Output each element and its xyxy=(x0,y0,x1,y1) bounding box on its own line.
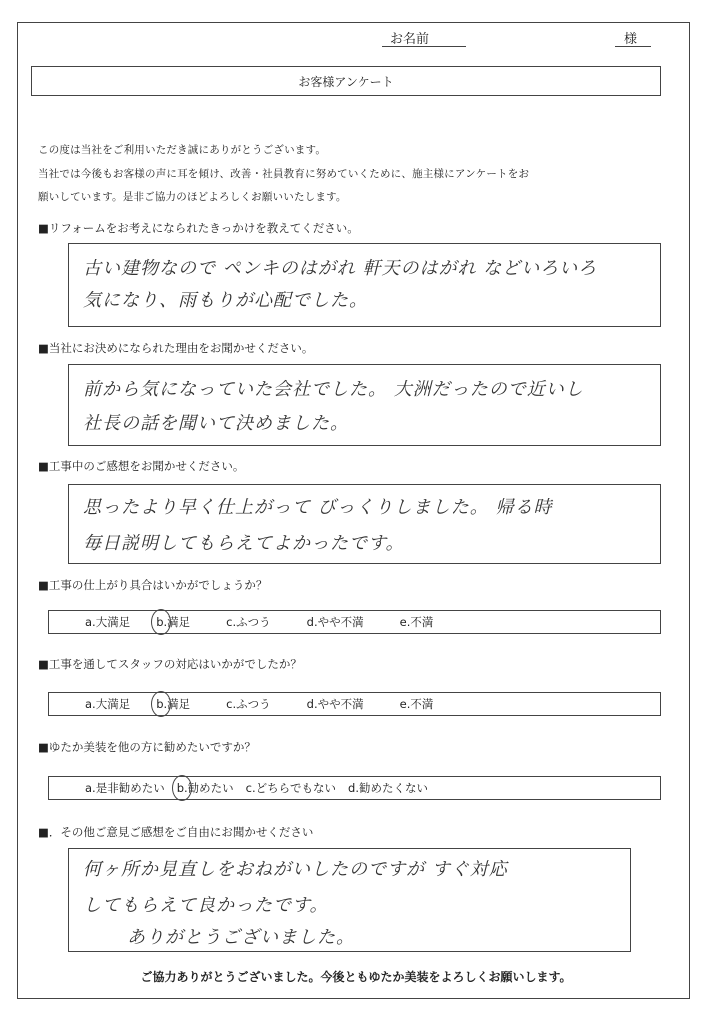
suffix-line xyxy=(615,46,651,47)
answer-7-line-1: 何ヶ所か見直しをおねがいしたのですが すぐ対応 xyxy=(83,859,508,880)
q5-option-c[interactable]: c.ふつう xyxy=(226,697,271,711)
survey-title-box xyxy=(31,66,661,96)
q4-option-d[interactable]: d.やや不満 xyxy=(306,615,364,629)
question-4-options xyxy=(48,610,661,634)
question-6-label: ■ゆたか美装を他の方に勧めたいですか？ xyxy=(38,740,256,754)
survey-title: お客様アンケート xyxy=(298,74,394,89)
question-5-options xyxy=(48,692,661,716)
question-3-label: ■工事中のご感想をお聞かせください。 xyxy=(38,459,245,473)
q4-option-a[interactable]: a.大満足 xyxy=(85,615,131,629)
answer-2-line-1: 前から気になっていた会社でした。 大洲だったので近いし xyxy=(83,379,584,400)
q4-option-c[interactable]: c.ふつう xyxy=(226,615,271,629)
intro-line-1: この度は当社をご利用いただき誠にありがとうございます。 xyxy=(38,144,327,156)
question-7-answer-box xyxy=(68,848,631,952)
honorific-suffix: 様 xyxy=(624,32,638,47)
name-field-line xyxy=(382,46,466,47)
q5-option-e[interactable]: e.不満 xyxy=(399,697,434,711)
answer-1-line-2: 気になり、雨もりが心配でした。 xyxy=(83,290,368,311)
q4-option-b-selected[interactable]: b.満足 xyxy=(156,615,191,629)
answer-7-line-3: ありがとうございました。 xyxy=(127,927,355,948)
intro-line-3: 願いしています。是非ご協力のほどよろしくお願いいたします。 xyxy=(38,191,347,203)
question-4-label: ■工事の仕上がり具合はいかがでしょうか？ xyxy=(38,578,268,592)
question-1-label: ■リフォームをお考えになられたきっかけを教えてください。 xyxy=(38,221,359,235)
question-7-label: ■．その他ご意見ご感想をご自由にお聞かせください xyxy=(38,825,314,839)
question-6-options xyxy=(48,776,661,800)
answer-2-line-2: 社長の話を聞いて決めました。 xyxy=(83,413,349,434)
q6-option-c[interactable]: c.どちらでもない xyxy=(245,781,337,795)
q4-option-e[interactable]: e.不満 xyxy=(399,615,434,629)
intro-line-2: 当社では今後もお客様の声に耳を傾け、改善・社員教育に努めていくために、施主様にアンケートをお xyxy=(38,168,530,180)
name-label: お名前 xyxy=(390,32,430,47)
q5-option-d[interactable]: d.やや不満 xyxy=(306,697,364,711)
answer-3-line-2: 毎日説明してもらえてよかったです。 xyxy=(83,533,405,554)
question-3-answer-box xyxy=(68,484,661,564)
answer-3-line-1: 思ったより早く仕上がって びっくりしました。 帰る時 xyxy=(83,497,553,518)
q5-option-a[interactable]: a.大満足 xyxy=(85,697,131,711)
q5-option-b-selected[interactable]: b.満足 xyxy=(156,697,191,711)
q6-option-a[interactable]: a.是非勧めたい xyxy=(85,781,165,795)
q6-option-d[interactable]: d.勧めたくない xyxy=(348,781,429,795)
answer-7-line-2: してもらえて良かったです。 xyxy=(83,895,329,916)
footer-thanks: ご協力ありがとうございました。今後ともゆたか美装をよろしくお願いします。 xyxy=(140,970,572,984)
answer-1-line-1: 古い建物なので ペンキのはがれ 軒天のはがれ などいろいろ xyxy=(83,258,598,279)
question-2-label: ■当社にお決めになられた理由をお聞かせください。 xyxy=(38,341,314,355)
question-1-answer-box xyxy=(68,243,661,327)
question-2-answer-box xyxy=(68,364,661,446)
q6-option-b-selected[interactable]: b.勧めたい xyxy=(176,781,234,795)
question-5-label: ■工事を通してスタッフの対応はいかがでしたか？ xyxy=(38,657,302,671)
